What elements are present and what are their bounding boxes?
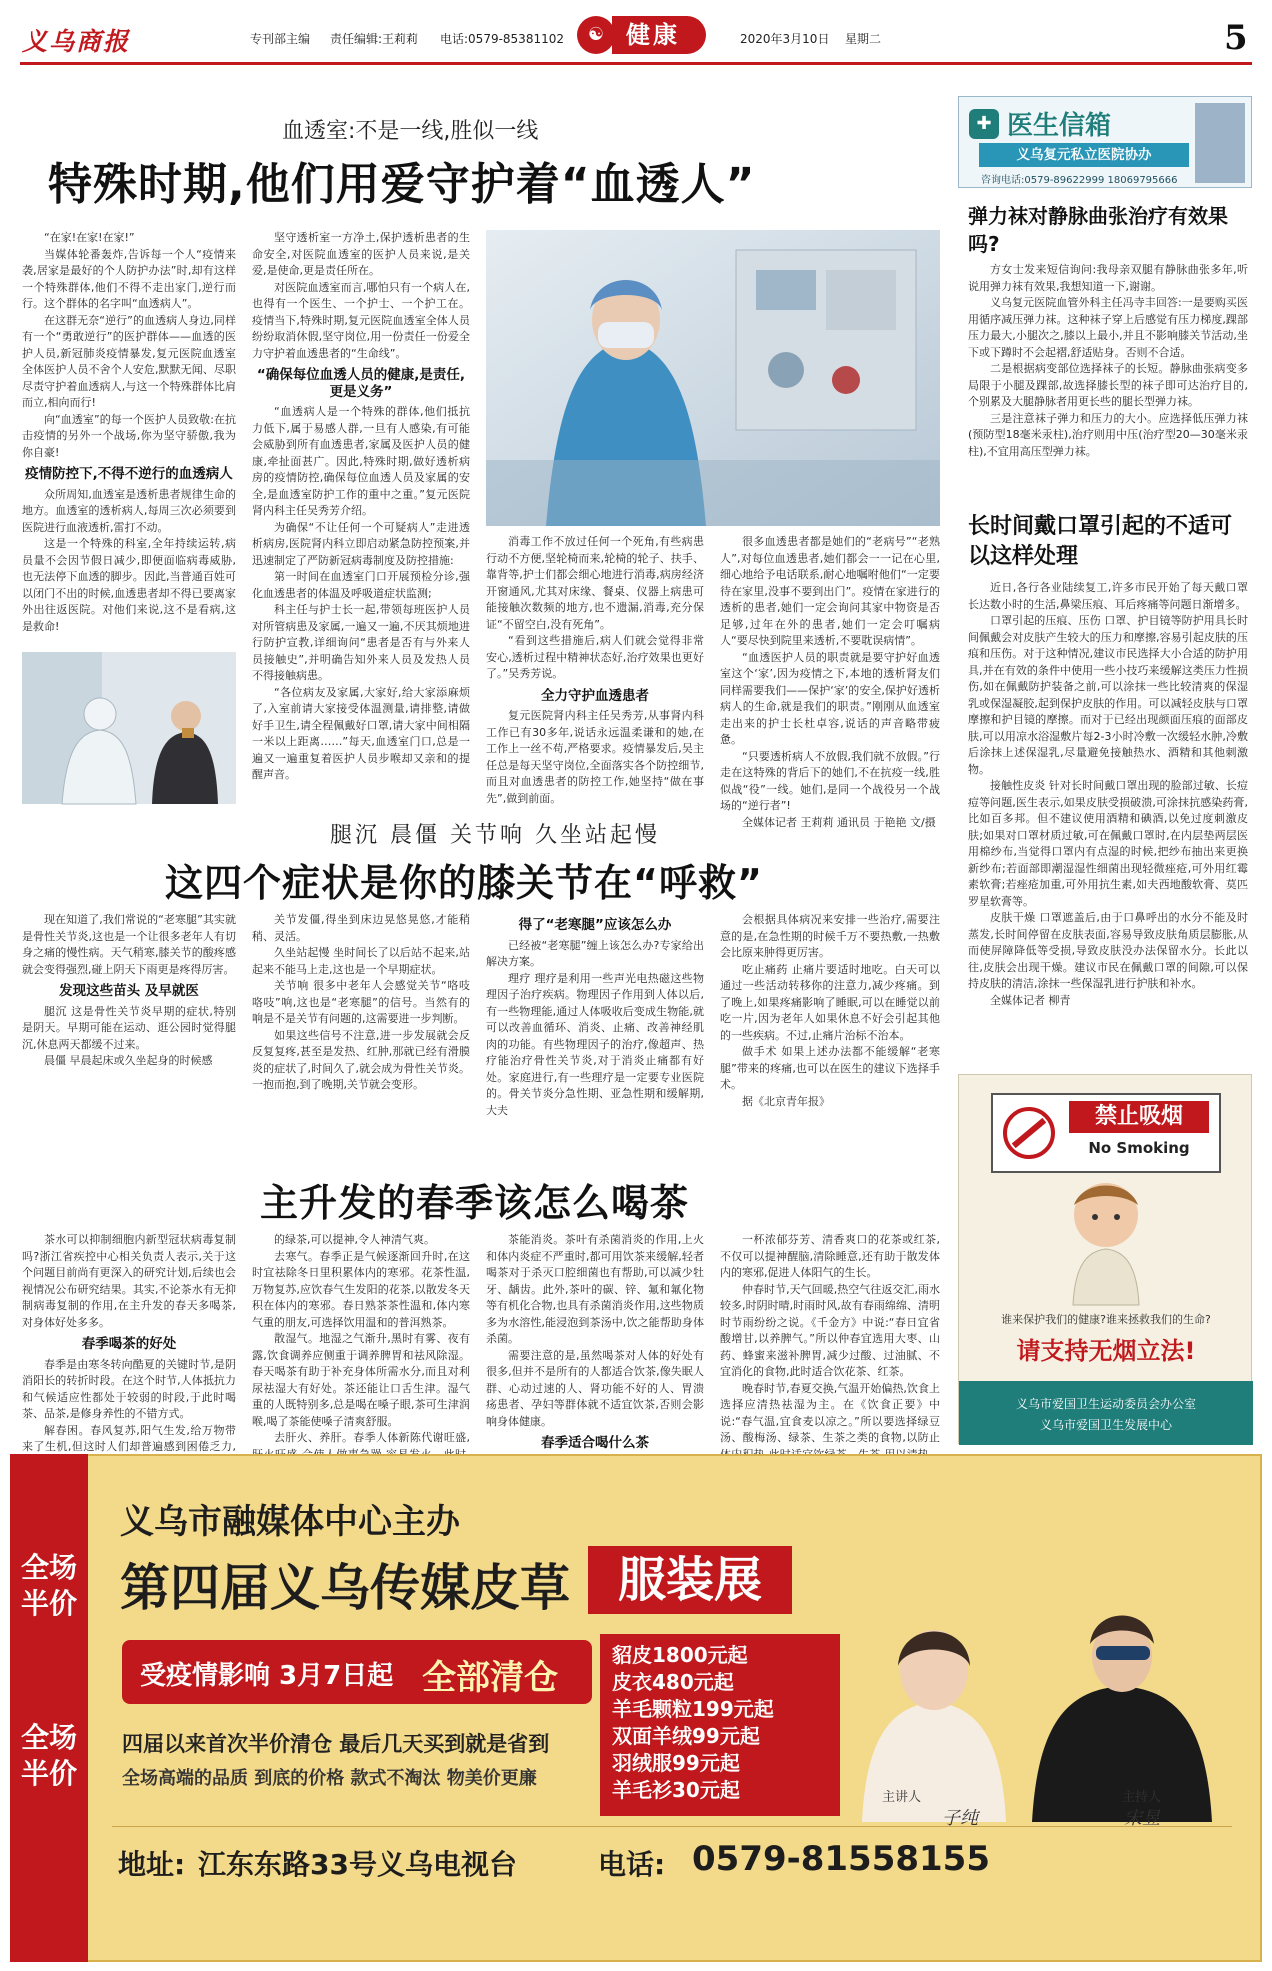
column-paragraph: 如果这些信号不注意,进一步发展就会反反复复疼,甚至是发热、红肿,那就已经有滑膜炎的症状了,时间久了,就会成为骨性关节炎。一抱而抱,到了晚期,关节就会变形。 xyxy=(252,1028,470,1091)
price-item: 皮衣480元起 xyxy=(612,1670,734,1694)
story2-column-2 xyxy=(252,912,470,1158)
column-paragraph: “血透病人是一个特殊的群体,他们抵抗力低下,属于易感人群,一旦有人感染,有可能会威胁到所有血透患者,家属及医护人员的健康,牵扯面甚广。因此,特殊时期,做好透析病房的疫情防控,确保每位血透人员及家属的安全,是血透室防护工作的重中之重。”复元医院肾内科主任吴秀芳介绍。 xyxy=(252,405,470,517)
no-smoking-sign xyxy=(991,1093,1221,1173)
ad-line-2: 全场高端的品质 到底的价格 款式不淘汰 物美价更廉 xyxy=(122,1768,537,1789)
ad-title-highlight: 服装展 xyxy=(588,1546,792,1614)
ad-line-1: 四届以来首次半价清仓 最后几天买到就是省到 xyxy=(122,1732,550,1756)
column-paragraph: “只要透析病人不放假,我们就不放假。”行走在这特殊的背后下的她们,不在抗疫一线,胜似战“役”一线。她们,是同一个战役另一个战场的“逆行者”! xyxy=(720,749,940,812)
psa-slogan: 请支持无烟立法! xyxy=(1016,1337,1196,1365)
column-paragraph: 需要注意的是,虽然喝茶对人体的好处有很多,但并不是所有的人都适合饮茶,像失眠人群、心动过速的人、肾功能不好的人、胃溃疡患者、孕妇等群体就不适宜饮茶,否则会影响身体健康。 xyxy=(486,1348,704,1428)
story2-kicker: 腿沉 晨僵 关节响 久坐站起慢 xyxy=(330,823,660,848)
issue-weekday: 星期二 xyxy=(845,32,882,46)
ad-host-name-2: 宋昱 xyxy=(1124,1808,1160,1829)
column-paragraph: “看到这些措施后,病人们就会觉得非常安心,透析过程中精神状态好,治疗效果也更好了。”吴秀芳说。 xyxy=(486,634,704,680)
column-subheading: 疫情防控下,不得不逆行的血透病人 xyxy=(25,466,233,482)
column-paragraph: 久坐站起慢 坐时间长了以后站不起来,站起来不能马上走,这也是一个早期症状。 xyxy=(252,946,470,976)
column-paragraph: 关节发僵,得坐到床边晃悠晃悠,才能稍稍、灵活。 xyxy=(252,913,470,943)
column-paragraph: “血透医护人员的职责就是要守护好血透室这个‘家’,因为疫情之下,本地的透析肾友们同样需要我们——保护‘家’的安全,保护好透析病人的生命,就是我们的职责。”刚刚从血透室走出来的护士长杜卓容,说话的声音略带疲惫。 xyxy=(720,650,940,746)
column-subheading: 全力守护血透患者 xyxy=(541,687,649,704)
no-smoking-psa xyxy=(958,1074,1252,1444)
column-paragraph: 做手术 如果上述办法都不能缓解“老寒腿”带来的疼痛,也可以在医生的建议下选择手术。 xyxy=(720,1045,940,1091)
psa-org-strip xyxy=(959,1381,1253,1445)
column-paragraph: 散湿气。地湿之气渐升,黑时有雾、夜有露,饮食调养应侧重于调养脾胃和祛风除湿。春天喝茶有助于补充身体所需水分,而且对利尿祛湿大有好处。茶还能让口舌生津。湿气重的人既特别多,总是喝在嗓子眼,茶可生津润喉,喝了茶能使嗓子清爽舒服。 xyxy=(252,1332,470,1428)
mailbox-hospital: 义乌复元私立医院协办 xyxy=(979,143,1189,167)
rail-paragraph: 三是注意袜子弹力和压力的大小。应选择低压弹力袜(预防型18毫米汞柱),治疗则用中压(治疗型20—30毫米汞柱),不宜用高压型弹力袜。 xyxy=(968,411,1248,458)
ad-phone: 0579-81558155 xyxy=(692,1839,990,1879)
editor-credit: 专刊部主编 xyxy=(250,32,311,46)
section-title: 健康 xyxy=(612,16,706,54)
duty-editor-credit: 责任编辑:王莉莉 xyxy=(330,32,419,46)
ad-side-line-2: 全场半价 xyxy=(20,1721,77,1790)
column-paragraph: 这是一个特殊的科室,全年持续运转,病员量不会因节假日减少,即便面临病毒威胁,也无法停下血透的脚步。因此,当普通百姓可以闭门不出的时候,血透患者却不得已要离家外出往返医院。对他们来说,这不是看病,这是救命! xyxy=(22,537,236,633)
story3-headline: 主升发的春季该怎么喝茶 xyxy=(260,1181,690,1225)
rail-q2-body xyxy=(968,580,1248,1060)
ad-host: 义乌市融媒体中心主办 xyxy=(120,1502,460,1542)
story1-column-3 xyxy=(486,534,704,804)
masthead-rule xyxy=(20,62,1252,65)
column-paragraph: 很多血透患者都是她们的“老病号”“老熟人”,对每位血透患者,她们都会一一记在心里,细心地给予电话联系,耐心地嘱咐他们“一定要待在家里,没事不要到出门”。疫情在家进行的透析的患者,她们一定会询问其家中物资是否足够,过年在外的患者,她们一定会叮嘱病人“要尽快到院里来透析,不要耽误病情”。 xyxy=(720,535,940,647)
page-number: 5 xyxy=(1224,18,1248,58)
ad-title: 第四届义乌传媒皮草 xyxy=(120,1559,570,1617)
story2-column-3 xyxy=(486,912,704,1158)
column-paragraph: 复元医院肾内科主任吴秀芳,从事肾内科工作已有30多年,说话永远温柔谦和的她,在工作上一丝不苟,严格要求。疫情暴发后,吴主任总是每天坚守岗位,全面落实各个防控细节,而且对血透患者的防控工作,她坚持“做在事先”,做到前面。 xyxy=(486,709,704,805)
column-subheading: 得了“老寒腿”应该怎么办 xyxy=(518,917,672,933)
mailbox-title: 医生信箱 xyxy=(1007,111,1112,141)
story3-column-1 xyxy=(22,1232,236,1453)
price-item: 双面羊绒99元起 xyxy=(612,1724,760,1748)
column-paragraph: 春季是由寒冬转向酷夏的关键时节,是阴消阳长的转折时段。在这个时节,人体抵抗力和气候适应性都处于较弱的时段,于此时喝茶、品茶,是修身养性的不错方式。 xyxy=(22,1357,236,1420)
rail-q1-title: 弹力袜对静脉曲张治疗有效果吗? xyxy=(968,204,1228,256)
mailbox-phone: 咨询电话:0579-89622999 18069795666 xyxy=(981,175,1178,186)
section-emblem-icon: ☯ xyxy=(577,16,615,54)
column-paragraph: 晨僵 早晨起床或久坐起身的时候感 xyxy=(44,1054,213,1067)
story1-column-1 xyxy=(22,230,236,644)
ad-address-label: 地址: xyxy=(118,1848,186,1881)
price-item: 羽绒服99元起 xyxy=(612,1751,740,1775)
column-paragraph: 消毒工作不放过任何一个死角,有些病患行动不方便,坚轮椅而来,轮椅的轮子、扶手、靠背等,护士们都会细心地进行消毒,病房经济开窗通风,尤其对床缘、餐桌、仪器上病患可能接触次数频的地方,也不遗漏,消毒,充分保证“不留空白,没有死角”。 xyxy=(486,535,704,631)
column-paragraph: “各位病友及家属,大家好,给大家添麻烦了,入室前请大家接受体温测量,请排整,请做好手卫生,请全程佩戴好口罩,请大家中间相隔一米以上距离……”每天,血透室门口,总是一遍又一遍重复着医护人员步喉却又亲和的提醒声音。 xyxy=(252,685,470,781)
column-paragraph: 腿沉 这是骨性关节炎早期的症状,特别是阴天。早期可能在运动、逛公园时觉得腿沉,休息两天都缓不过来。 xyxy=(22,1004,236,1051)
column-paragraph: 第一时间在血透室门口开展预检分诊,强化血透患者的体温及呼吸道症状监测; xyxy=(252,570,470,600)
doctor-mailbox-banner xyxy=(958,96,1252,188)
column-paragraph: 仲春时节,天气回暖,热空气往返交汇,雨水较多,时阴时晴,时雨时风,故有春雨绵绵、清明时节雨纷纷之说。《千金方》中说:“春日宜省酸增甘,以养脾气。”所以仲春宜选用大枣、山药、蜂蜜来滋补脾胃,减少过酸、过油腻、不宜消化的食物,此时适合饮花茶、红茶。 xyxy=(720,1282,940,1378)
story1-column-2 xyxy=(252,230,470,804)
hospital-logo-icon: ✚ xyxy=(969,109,999,139)
rail-q2-title: 长时间戴口罩引起的不适可以这样处理 xyxy=(968,514,1233,569)
price-item: 貂皮1800元起 xyxy=(612,1643,748,1667)
column-subheading: 春季喝茶的好处 xyxy=(81,1336,177,1352)
column-paragraph: 据《北京青年报》 xyxy=(742,1094,830,1108)
column-paragraph: 当媒体轮番轰炸,告诉每一个人“疫情来袭,居家是最好的个人防护办法”时,却有这样一个特殊群体,他们不得不走出家门,逆行而行。这个群体的名字叫“血透病人”。 xyxy=(22,247,236,310)
phone-credit: 电话:0579-85381102 xyxy=(440,32,564,46)
column-paragraph: 解春困。春风复苏,阳气生发,给万物带来了生机,但这时人们却普遍感到困倦乏力, xyxy=(22,1423,236,1453)
ad-side-line-1: 全场半价 xyxy=(20,1551,77,1620)
dialysis-lab-photo xyxy=(486,230,940,526)
column-paragraph: 会根据具体病况来安排一些治疗,需要注意的是,在急性期的时候千万不要热敷,一热敷会比原来肿得更厉害。 xyxy=(720,913,940,959)
price-item: 羊毛衫30元起 xyxy=(612,1778,740,1802)
column-paragraph: 现在知道了,我们常说的“老寒腿”其实就是骨性关节炎,这也是一个让很多老年人有切身之痛的慢性病。天气稍寒,膝关节的酸疼感就会变得强烈,碰上阴天下雨更是疼得厉害。 xyxy=(22,913,236,976)
column-paragraph: 全媒体记者 王莉莉 通讯员 于艳艳 文/摄 xyxy=(742,815,936,829)
column-paragraph: 关节响 很多中老年人会感觉关节“咯吱咯吱”响,这也是“老寒腿”的信号。当然有的响是不是关节有问题的,这需要进一步判断。 xyxy=(252,979,470,1025)
dialysis-lab-photo-art xyxy=(486,230,940,526)
ad-phone-label: 电话: xyxy=(598,1848,666,1881)
column-paragraph: 为确保“不让任何一个可疑病人”走进透析病房,医院肾内科立即启动紧急防控预案,并迅速制定了严防新冠病毒制度及防控措施: xyxy=(252,520,470,567)
rail-paragraph: 方女士发来短信询问:我母亲双腿有静脉曲张多年,听说用弹力袜有效果,我想知道一下,谢谢。 xyxy=(968,263,1248,293)
ad-host-tag-2: 主持人 xyxy=(1122,1790,1162,1805)
rail-q1-body xyxy=(968,262,1248,500)
column-paragraph: 众所周知,血透室是透析患者规律生命的地方。血透室的透析病人,每周三次必须要到医院进行血液透析,雷打不动。 xyxy=(22,487,236,534)
story2-headline: 这四个症状是你的膝关节在“呼救” xyxy=(165,861,763,905)
rail-paragraph: 皮肤干燥 口罩遮盖后,由于口鼻呼出的水分不能及时蒸发,长时间停留在皮肤表面,容易导致皮肤角质层膨胀,从而使屏障降低等受损,导致皮肤没办法保留水分。长此以往,皮肤会出现干燥。建议市民在佩戴口罩的间隙,可以保持皮肤的清洁,涂抹一些保湿乳进行护肤和补水。 xyxy=(968,911,1248,990)
rail-paragraph: 近日,各行各业陆续复工,许多市民开始了每天戴口罩长达数小时的生活,鼻梁压痕、耳后疼痛等问题日渐增多。 xyxy=(968,581,1248,611)
column-paragraph: 已经被“老寒腿”缠上该怎么办?专家给出解决方案。 xyxy=(486,938,704,968)
column-paragraph: 茶水可以抑制细胞内新型冠状病毒复制吗?浙江省疾控中心相关负责人表示,关于这个问题目前尚有更深入的研究计划,后续也会视情况公布研究结果。其实,不论茶水有无抑制病毒复制的作用,在主升发的春天多喝茶,对身体好处多多。 xyxy=(22,1233,236,1329)
ad-price-list xyxy=(600,1634,840,1816)
price-item: 羊毛颗粒199元起 xyxy=(612,1697,774,1721)
psa-banner: 禁止吸烟 xyxy=(1069,1101,1209,1133)
story2-column-1 xyxy=(22,912,236,1158)
column-paragraph: 去肝火、养肝。春季人体新陈代谢旺盛, xyxy=(274,1431,470,1444)
ad-host-tag-1: 主讲人 xyxy=(882,1790,922,1805)
column-subheading: “确保每位血透人员的健康,是责任,更是义务” xyxy=(256,367,466,400)
ad-notice-highlight: 全部清仓 xyxy=(422,1658,558,1698)
psa-question: 谁来保护我们的健康?谁来拯救我们的生命? xyxy=(1001,1313,1211,1326)
column-paragraph: 的绿茶,可以提神,令人神清气爽。 xyxy=(274,1233,435,1246)
no-smoking-icon xyxy=(1003,1107,1055,1159)
story3-column-3 xyxy=(486,1232,704,1451)
ad-address: 江东东路33号义乌电视台 xyxy=(198,1848,517,1881)
issue-date: 2020年3月10日 xyxy=(740,32,830,46)
story3-column-4 xyxy=(720,1232,940,1442)
column-paragraph: 去寒气。春季正是气候逐渐回升时,在这时宜祛除冬日里积累体内的寒邪。花茶性温,万物复苏,应饮春气生发阳的花茶,以散发冬天积在体内的寒邪。春日熟茶茶性温和,体内寒气重的朋友,可选择饮用温和的普洱熟茶。 xyxy=(252,1249,470,1329)
column-paragraph: 晚春时节,春夏交换,气温开始偏热,饮食上选择应清热祛湿为主。在《饮食正要》中说:“春气温,宜食麦以凉之。”所以要选择绿豆汤、酸梅汤、绿茶、生茶之类的食物,以防止 xyxy=(720,1381,940,1444)
column-paragraph: 坚守透析室一方净土,保护透析患者的生命安全,对医院血透室的医护人员来说,是关爱,是使命,更是责任所在。 xyxy=(252,231,470,277)
column-paragraph: 吃止痛药 止痛片要适时地吃。白天可以通过一些活动转移你的注意力,减少疼痛。到了晚上,如果疼痛影响了睡眠,可以在睡觉以前吃一片,因为老年人如果休息不好会引起其他的一些疾病。不过,止痛片治标不治本。 xyxy=(720,962,940,1042)
column-paragraph: “在家!在家!在家!” xyxy=(44,231,135,244)
newspaper-logo: 义乌商报 xyxy=(22,27,131,56)
column-paragraph: 在这群无奈“逆行”的血透病人身边,同样有一个“勇敢逆行”的医护群体——血透的医护人员,新冠肺炎疫情暴发,复元医院血透室全体医护人员不舍个人安危,默默无闻、尽职尽责守护着血透病人,与这一个特殊群体比肩而立,相向而行! xyxy=(22,313,236,409)
temperature-check-photo-art xyxy=(22,652,236,804)
column-paragraph: 茶能消炎。茶叶有杀菌消炎的作用,上火和体内炎症不严重时,都可用饮茶来缓解,轻者喝茶对于杀灭口腔细菌也有帮助,可以减少牡牙、龋齿。此外,茶叶的碳、锌、氟和氟化物等有机化合物,也具有杀菌消炎作用,这些物质多为水溶性,能浸泡到茶汤中,饮之能帮助身体杀菌。 xyxy=(486,1233,704,1345)
ad-notice xyxy=(122,1640,592,1704)
psa-org-2: 义乌市爱国卫生发展中心 xyxy=(1039,1418,1172,1432)
story1-headline: 特殊时期,他们用爱守护着“血透人” xyxy=(48,159,756,210)
story2-column-4 xyxy=(720,912,940,1158)
column-paragraph: 科主任与护士长一起,带领每班医护人员对所管病患及家属,一遍又一遍,不厌其烦地进行防护宣教,详细询问“患者是否有与外来人员接触史”,并明确告知外来人员及发热人员不得接触病患。 xyxy=(252,603,470,682)
story1-subhead: 血透室:不是一线,胜似一线 xyxy=(282,119,539,144)
ad-host-name-1: 子纯 xyxy=(942,1808,978,1829)
story1-column-4 xyxy=(720,534,940,829)
rail-paragraph: 全媒体记者 柳青 xyxy=(990,993,1071,1007)
column-subheading: 春季适合喝什么茶 xyxy=(541,1435,649,1451)
rail-paragraph: 口罩引起的压痕、压伤 口罩、护目镜等防护用具长时间佩戴会对皮肤产生较大的压力和摩擦,容易引起皮肤的压痕和压伤。对于这种情况,建议市民选择大小合适的防护用具,并在有效的条件中使用一些小技巧来缓解这类压力性损伤,如在佩戴防护装备之前,可以涂抹一些比较清爽的保湿乳或保湿凝胶,起到保护皮肤的作用。可以减轻皮肤与口罩摩擦和护目镜的摩擦。而对于已经出现颜面压痕的面部皮肤,可以用凉水浴湿敷片每2-3小时冷敷一次缓轻水肿,冷敷后涂抹上述保湿乳,尽量避免接触热水、酒精和其他刺激物。 xyxy=(968,614,1248,776)
rail-paragraph: 义乌复元医院血管外科主任冯寺丰回答:一是要购买医用循序减压弹力袜。这种袜子穿上后感觉有压力梯度,踝部压力最大,小腿次之,膝以上最小,并且不影响膝关节活动,坐下或下蹲时不会起褶,舒适贴身。否则不合适。 xyxy=(968,296,1248,359)
story3-column-2 xyxy=(252,1232,470,1442)
price-list xyxy=(600,1634,840,1812)
masthead xyxy=(0,0,1272,72)
column-paragraph: 一杯浓郁芬芳、清香爽口的花茶或红茶,不仅可以提神醒脑,清除睡意,还有助于散发体内的寒邪,促进人体阳气的生长。 xyxy=(720,1233,940,1279)
child-illustration xyxy=(1043,1175,1169,1305)
fur-expo-ad xyxy=(10,1454,1262,1962)
hospital-building-icon xyxy=(1195,103,1245,183)
psa-org-1: 义乌市爱国卫生运动委员会办公室 xyxy=(1015,1397,1196,1411)
column-paragraph: 理疗 理疗是利用一些声光电热磁这些物理因子治疗疾病。物理因子作用到人体以后,有一些物理能,通过人体吸收后变成生物能,就可以改善血循环、消炎、止痛、改善神经肌肉的功能。有些物理因子的治疗,像超声、热疗能治疗骨性关节炎,对于消炎止痛都有好处。家庭进行,有一些理疗是一定要专业医院的。骨关节炎分急性期、亚急性期和缓解期,大夫 xyxy=(486,971,704,1117)
column-subheading: 发现这些苗头 及早就医 xyxy=(59,983,199,999)
column-paragraph: 向“血透室”的每一个医护人员致敬:在抗击疫情的另外一个战场,你为坚守骄傲,我为你自豪! xyxy=(22,412,236,459)
ad-side-strip xyxy=(10,1454,88,1962)
column-paragraph: 对医院血透室而言,哪怕只有一个病人在,也得有一个医生、一个护士、一个护工在。疫情当下,特殊时期,复元医院血透室全体人员纷纷取消休假,坚守岗位,用一份责任一份爱全力守护着血透患者的“生命线”。 xyxy=(252,280,470,360)
rail-paragraph: 接触性皮炎 针对长时间戴口罩出现的脸部过敏、长痘痘等问题,医生表示,如果皮肤受损破溃,可涂抹抗感染药膏,比如百多邦。但不建议使用酒精和碘酒,以免过度刺激皮肤;如果对口罩材质过敏,可在佩戴口罩时,在内层垫两层医用棉纱布,当觉得口罩内有点湿的时候,把纱布抽出来更换新纱布;若面部即潮湿湿性细菌出现轻微痤疮,可外用红霉素软膏;若痤疮加重,可外用抗生素,如夫西地酸软膏、莫匹罗星软膏等。 xyxy=(968,779,1248,908)
ad-contact-bar xyxy=(112,1826,1232,1882)
psa-subtitle: No Smoking xyxy=(1088,1139,1190,1157)
ad-notice-text: 受疫情影响 3月7日起 xyxy=(140,1661,394,1691)
rail-paragraph: 二是根据病变部位选择袜子的长短。静脉曲张病变多局限于小腿及踝部,故选择膝长型的袜子即可达治疗目的,个别累及大腿静脉者用更长些的腿长型弹力袜。 xyxy=(968,362,1248,408)
temperature-check-photo xyxy=(22,652,236,804)
